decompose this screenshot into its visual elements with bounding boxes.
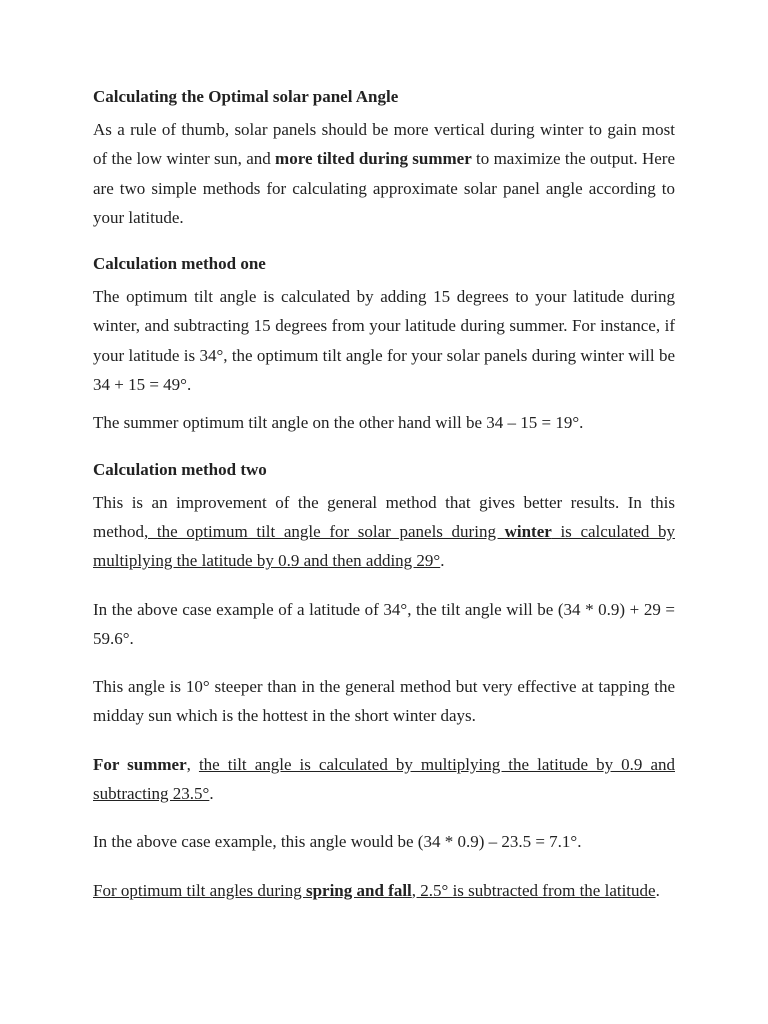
summer-bold-label: For summer — [93, 754, 187, 774]
method-one-summer-paragraph: The summer optimum tilt angle on the other hand will be 34 – 15 = 19°. — [93, 413, 584, 433]
method-two-underlined-start: , the optimum tilt angle for solar panels during — [144, 521, 505, 541]
summer-comma: , — [186, 754, 199, 774]
steeper-angle-paragraph: This angle is 10° steeper than in the general method but very effective at tapping the midday sun which is the hottest in the short winter days. — [93, 677, 675, 726]
intro-bold-phrase: more tilted during summer — [275, 149, 472, 169]
spring-fall-underlined-start: For optimum tilt angles during — [93, 880, 306, 900]
heading-method-two: Calculation method two — [93, 459, 267, 479]
summer-period: . — [209, 784, 214, 804]
method-two-period: . — [440, 551, 445, 571]
heading-method-one: Calculation method one — [93, 254, 266, 274]
method-two-text-start: This is an improvement of the general method that gives better results. In this method — [93, 492, 675, 541]
spring-fall-paragraph — [93, 876, 675, 905]
spring-fall-period: . — [655, 880, 660, 900]
method-two-winter-bold: winter — [504, 521, 552, 541]
winter-example-paragraph: In the above case example of a latitude of 34°, the tilt angle will be (34 * 0.9) + 29 = 59.6°. — [93, 599, 675, 648]
summer-paragraph — [93, 750, 675, 809]
document-body — [93, 85, 675, 905]
summer-example-paragraph: In the above case example, this angle would be (34 * 0.9) – 23.5 = 7.1°. — [93, 832, 582, 852]
heading-optimal-angle: Calculating the Optimal solar panel Angle — [93, 87, 399, 106]
spring-fall-bold: spring and fall — [305, 880, 412, 900]
intro-paragraph — [93, 115, 675, 232]
spring-fall-underlined-end: , 2.5° is subtracted from the latitude — [411, 880, 656, 900]
method-two-underlined-end: is calculated by multiplying the latitude by 0.9 and then adding 29° — [93, 521, 675, 571]
intro-text-end: to maximize the output. Here are two simple methods for calculating approximate solar panel angle according to your latitude. — [93, 149, 675, 227]
method-two-paragraph — [93, 488, 675, 576]
intro-text-start: As a rule of thumb, solar panels should be more vertical during winter to gain most of the low winter sun, and — [93, 120, 675, 169]
method-one-paragraph: The optimum tilt angle is calculated by adding 15 degrees to your latitude during winter, and subtracting 15 degrees from your latitude during summer. For instance, if your latitude is 34°, the optimum tilt angle for your solar panels during winter will be 34 + 15 = 49°. — [93, 287, 675, 395]
summer-underlined-text: the tilt angle is calculated by multiplying the latitude by 0.9 and subtracting 23.5° — [93, 754, 675, 804]
